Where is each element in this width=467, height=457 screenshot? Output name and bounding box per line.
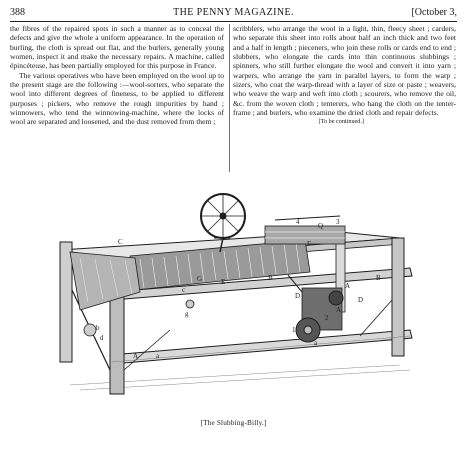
paragraph-operatives-continued: scribblers, who arrange the wool in a light, thin, fleecy sheet ; carders, who separate this sheet into rolls about half an inch thick and two feet and a half in length ; pieceners, who join these rolls or cards end to end ; slubbers, who elongate the cards into thin continuous slubbings ; spinners, who still further elongate the wool and convert it into yarn ; warpers, who arrange the yarn in parallel layers, to form the warp ; sizers, who coat the warp-thread with a layer of size or paste ; weavers, who weave the warp and weft into cloth ; scourers, who remove the oil, &c. from the woven cloth ; tenterers, who hang the cloth on the tenter-frame ; and burlers, who examine the dried cloth and repair defects. (233, 24, 456, 118)
drive-gear (288, 275, 343, 342)
column-divider (229, 24, 230, 172)
label-c: C (118, 238, 123, 246)
label-lower-b: b (96, 324, 100, 332)
slubbing-billy-engraving (40, 180, 430, 398)
paragraph-burling: the fibres of the repaired spots in such a manner as to conceal the defects and give the whole a uniform appearance. In the operation of burling, the cloth is spread out flat, and the burlers, generally young women, inspect it and make the necessary repairs. A machine, called épincéteuse, has been partially employed for this purpose in France. (10, 24, 224, 71)
paragraph-operatives: The various operatives who have been employed on the wool up to the present stage are the following :—wool-sorters, who separate the wool into different degrees of fineness, to be applied to different purposes ; pickers, who remove the rough impurities by hand ; winnowers, who tend the winnowing-machine, where the locks of wool are separated and loosened, and the dust removed from them ; (10, 70, 224, 127)
label-q: Q (318, 222, 324, 230)
label-lower-c: c (182, 286, 186, 294)
label-b-centre: B (268, 274, 273, 282)
left-column (10, 24, 224, 127)
label-number-4: 4 (296, 218, 300, 226)
right-column (233, 24, 456, 127)
label-f: F (307, 240, 311, 248)
page-header (10, 6, 457, 20)
label-e: E (221, 278, 226, 286)
figure-caption: [The Slubbing-Billy.] (200, 419, 267, 427)
label-lower-a: a (156, 352, 160, 360)
label-number-1: 1 (292, 326, 296, 334)
label-d-right: D (358, 296, 364, 304)
label-d-left: D (295, 292, 301, 300)
label-lower-a-right: a (314, 339, 318, 347)
machine-illustration (60, 194, 412, 394)
label-lower-g: g (185, 310, 189, 318)
continued-note: [To be continued.] (318, 118, 364, 126)
label-a-upper: A (345, 282, 351, 290)
label-number-2: 2 (325, 314, 329, 322)
magazine-title: THE PENNY MAGAZINE. (173, 7, 294, 18)
label-b-right: B (376, 274, 381, 282)
label-g: G (197, 275, 203, 283)
label-lower-d: d (100, 334, 104, 342)
label-a-left: A (133, 352, 139, 360)
roller-assembly (265, 216, 345, 244)
header-rule (10, 21, 457, 22)
issue-date: [October 3, (411, 7, 457, 18)
label-a-right: A (336, 306, 342, 314)
label-number-3: 3 (336, 218, 340, 226)
page-number: 388 (10, 7, 25, 18)
